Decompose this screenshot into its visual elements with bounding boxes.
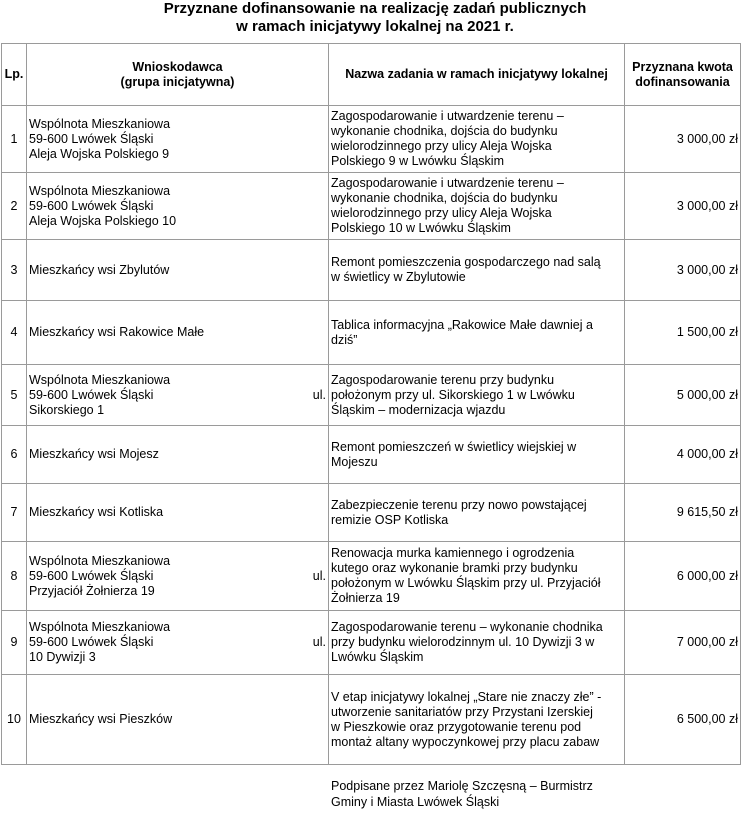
task-line: Śląskim – modernizacja wjazdu (331, 402, 506, 417)
applicant-line: Przyjaciół Żołnierza 19 (29, 583, 155, 598)
cell-applicant (27, 240, 329, 301)
applicant-line: Wspólnota Mieszkaniowa (29, 553, 171, 568)
applicant-line: Sikorskiego 1 (29, 402, 105, 417)
cell-lp: 6 (2, 426, 27, 484)
task-line: V etap inicjatywy lokalnej „Stare nie znaczy złe” - (331, 689, 602, 704)
header-applicant (27, 44, 329, 106)
table-row (2, 240, 741, 301)
signature-note (331, 778, 593, 810)
cell-applicant (27, 484, 329, 542)
cell-lp: 9 (2, 611, 27, 675)
applicant-street-prefix: ul. (312, 568, 326, 583)
cell-amount: 9 615,50 zł (625, 484, 741, 542)
applicant-line: Mieszkańcy wsi Mojesz (29, 447, 159, 461)
table-row (2, 542, 741, 611)
cell-amount: 5 000,00 zł (625, 365, 741, 426)
task-line: Tablica informacyjna „Rakowice Małe dawniej a (331, 317, 593, 332)
task-line: Mojeszu (331, 454, 378, 469)
cell-applicant (27, 365, 329, 426)
cell-amount: 1 500,00 zł (625, 301, 741, 365)
task-line: kutego oraz wykonanie bramki przy budynku (331, 561, 578, 575)
header-applicant-line-2: (grupa inicjatywna) (120, 74, 235, 89)
task-line: utworzenie sanitariatów przy Przystani Izerskiej (331, 704, 593, 719)
task-line: Polskiego 10 w Lwówku Śląskim (331, 221, 511, 235)
cell-lp: 8 (2, 542, 27, 611)
applicant-line: 59-600 Lwówek Śląski (29, 635, 154, 649)
table-row (2, 426, 741, 484)
cell-lp: 4 (2, 301, 27, 365)
title-line-2: w ramach inicjatywy lokalnej na 2021 r. (236, 18, 514, 35)
applicant-line: Wspólnota Mieszkaniowa (29, 116, 171, 131)
applicant-line-with-suffix (29, 388, 326, 403)
task-line: Polskiego 9 w Lwówku Śląskim (331, 154, 504, 168)
applicant-line: 10 Dywizji 3 (29, 650, 96, 664)
table-row (2, 106, 741, 173)
table-row (2, 173, 741, 240)
applicant-line: Mieszkańcy wsi Zbylutów (29, 262, 170, 277)
grants-table (1, 43, 741, 765)
task-line: przy budynku wielorodzinnym ul. 10 Dywizji 3 w (331, 635, 595, 649)
cell-amount: 3 000,00 zł (625, 173, 741, 240)
task-line: Zagospodarowanie i utwardzenie terenu – (331, 109, 564, 123)
applicant-street-prefix: ul. (312, 387, 326, 402)
table-row (2, 301, 741, 365)
cell-amount: 6 500,00 zł (625, 675, 741, 765)
task-line: Zagospodarowanie terenu – wykonanie chodnika (331, 620, 603, 634)
cell-amount: 3 000,00 zł (625, 106, 741, 173)
cell-task (329, 301, 625, 365)
cell-task (329, 240, 625, 301)
cell-amount: 6 000,00 zł (625, 542, 741, 611)
task-line: Zagospodarowanie i utwardzenie terenu – (331, 176, 564, 190)
table-row (2, 484, 741, 542)
applicant-line: Mieszkańcy wsi Pieszków (29, 712, 173, 726)
applicant-line: 59-600 Lwówek Śląski (29, 387, 154, 402)
table-row (2, 675, 741, 765)
table-header-row (2, 44, 741, 106)
header-task: Nazwa zadania w ramach inicjatywy lokalnej (329, 44, 625, 106)
cell-applicant (27, 675, 329, 765)
signature-line-1: Podpisane przez Mariolę Szczęsną – Burmistrz (331, 779, 593, 793)
cell-task (329, 542, 625, 611)
task-line: w świetlicy w Zbylutowie (331, 270, 466, 284)
cell-applicant (27, 301, 329, 365)
table-body (2, 106, 741, 765)
applicant-line: 59-600 Lwówek Śląski (29, 198, 154, 213)
cell-lp: 7 (2, 484, 27, 542)
applicant-line-with-suffix (29, 569, 326, 584)
cell-lp: 2 (2, 173, 27, 240)
task-line: Zagospodarowanie terenu przy budynku (331, 372, 555, 387)
cell-applicant (27, 426, 329, 484)
title-line-1: Przyznane dofinansowanie na realizację zadań publicznych (163, 0, 587, 17)
cell-applicant (27, 173, 329, 240)
applicant-line: Wspólnota Mieszkaniowa (29, 372, 171, 387)
task-line: położonym przy ul. Sikorskiego 1 w Lwówku (331, 387, 575, 402)
cell-applicant (27, 611, 329, 675)
cell-amount: 4 000,00 zł (625, 426, 741, 484)
task-line: Remont pomieszczenia gospodarczego nad salą (331, 255, 601, 269)
cell-task (329, 675, 625, 765)
cell-task (329, 426, 625, 484)
cell-lp: 3 (2, 240, 27, 301)
applicant-line: Mieszkańcy wsi Kotliska (29, 505, 164, 519)
task-line: wykonanie chodnika, dojścia do budynku (331, 124, 558, 138)
task-line: wielorodzinnego przy ulicy Aleja Wojska (331, 206, 552, 220)
header-lp: Lp. (2, 44, 27, 106)
cell-applicant (27, 542, 329, 611)
task-line: wykonanie chodnika, dojścia do budynku (331, 191, 558, 205)
task-line: Zabezpieczenie terenu przy nowo powstającej (331, 497, 587, 512)
task-line: remizie OSP Kotliska (331, 512, 449, 527)
header-amount (625, 44, 741, 106)
cell-amount: 3 000,00 zł (625, 240, 741, 301)
applicant-line: Mieszkańcy wsi Rakowice Małe (29, 325, 205, 339)
task-line: montaż altany wypoczynkowej przy placu zabaw (331, 734, 600, 749)
table-row (2, 611, 741, 675)
applicant-line: Aleja Wojska Polskiego 10 (29, 213, 177, 228)
header-amount-line-1: Przyznana kwota (632, 59, 733, 74)
task-line: położonym w Lwówku Śląskim przy ul. Przyjaciół (331, 576, 601, 590)
cell-lp: 10 (2, 675, 27, 765)
cell-task (329, 173, 625, 240)
applicant-line: Aleja Wojska Polskiego 9 (29, 146, 170, 161)
task-line: dziś” (331, 332, 358, 347)
applicant-line: 59-600 Lwówek Śląski (29, 131, 154, 146)
cell-amount: 7 000,00 zł (625, 611, 741, 675)
cell-task (329, 611, 625, 675)
signature-line-2: Gminy i Miasta Lwówek Śląski (331, 795, 500, 809)
applicant-line: Wspólnota Mieszkaniowa (29, 183, 171, 198)
cell-task (329, 365, 625, 426)
cell-lp: 1 (2, 106, 27, 173)
task-line: Lwówku Śląskim (331, 650, 424, 664)
applicant-line: Wspólnota Mieszkaniowa (29, 620, 171, 634)
cell-task (329, 484, 625, 542)
task-line: Renowacja murka kamiennego i ogrodzenia (331, 546, 575, 560)
document-title (0, 0, 750, 36)
task-line: Remont pomieszczeń w świetlicy wiejskiej w (331, 439, 577, 454)
applicant-line: 59-600 Lwówek Śląski (29, 568, 154, 583)
cell-applicant (27, 106, 329, 173)
applicant-line-with-suffix (29, 635, 326, 650)
task-line: Żołnierza 19 (331, 591, 400, 605)
task-line: w Pieszkowie oraz przygotowanie terenu pod (331, 719, 582, 734)
header-amount-line-2: dofinansowania (635, 74, 730, 89)
task-line: wielorodzinnego przy ulicy Aleja Wojska (331, 139, 552, 153)
table-row (2, 365, 741, 426)
cell-lp: 5 (2, 365, 27, 426)
applicant-street-prefix: ul. (312, 635, 326, 649)
cell-task (329, 106, 625, 173)
header-applicant-line-1: Wnioskodawca (132, 59, 223, 74)
